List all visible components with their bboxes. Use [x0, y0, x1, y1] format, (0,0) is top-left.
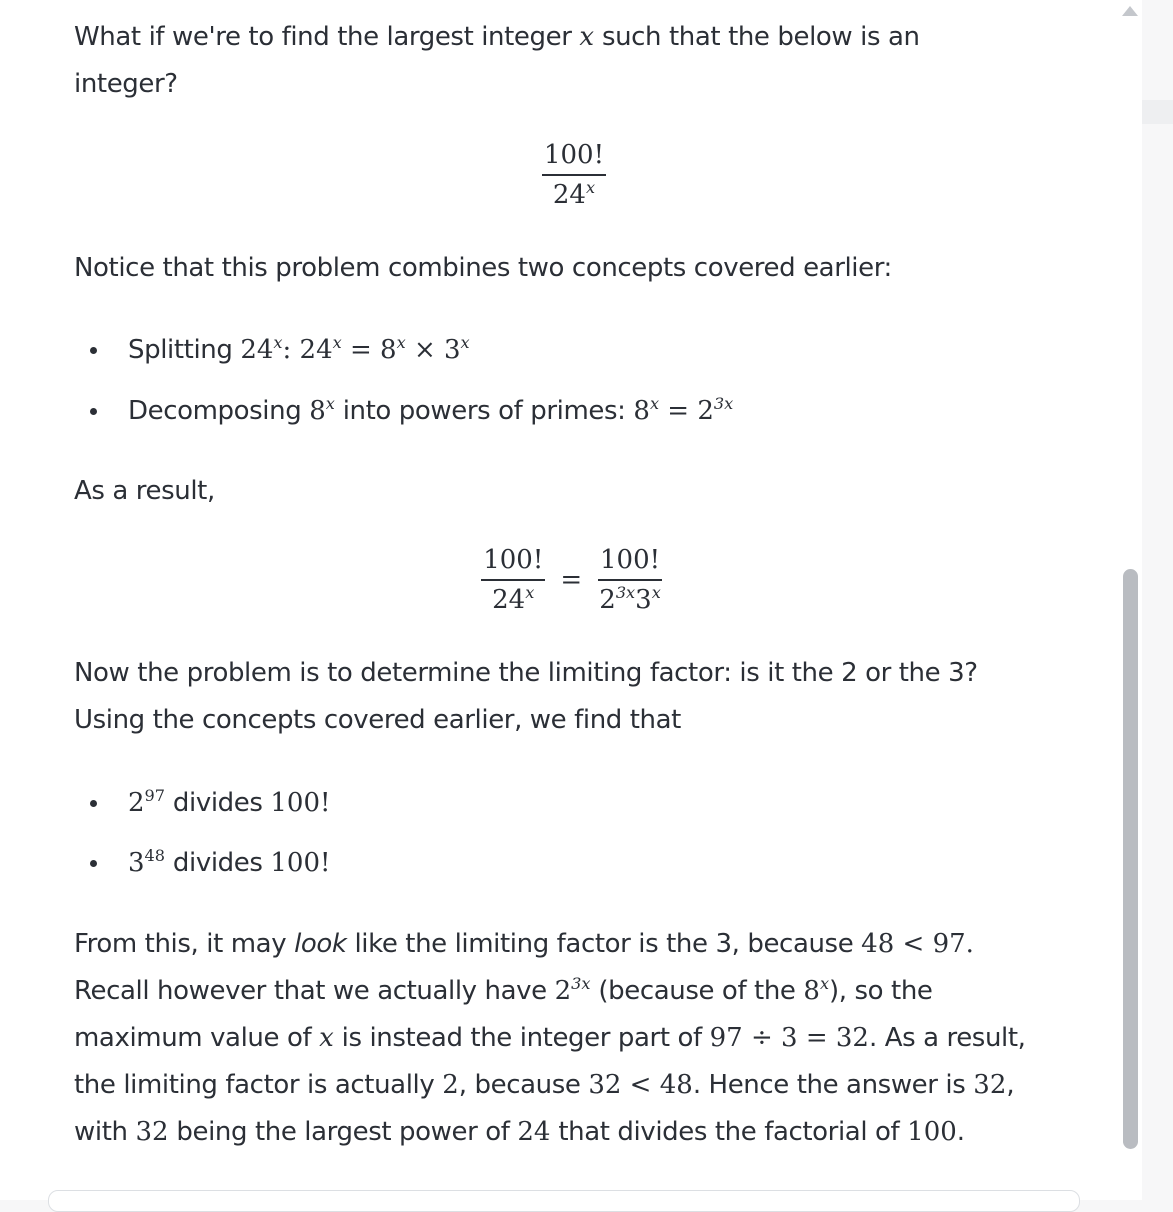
side-panel-edge [1142, 100, 1173, 124]
intro-text: What if we're to find the largest integer x such that the below is an integer? [74, 22, 920, 99]
list-item: Splitting 24$^x$: $24^x = 8^x \times 3^x$ [128, 330, 1068, 370]
notice-text: Notice that this problem combines two concepts covered earlier: [74, 253, 892, 283]
as-result-text: As a result, [74, 476, 215, 506]
chevron-up-icon[interactable] [1122, 6, 1138, 16]
bullet [90, 347, 97, 354]
fraction: $\frac{100!}{24^x}$ [483, 545, 544, 615]
bullet [90, 860, 97, 867]
list-item: Decomposing 8$^x$ into powers of primes: $8^x = 2^{3x}$ [128, 391, 1068, 431]
fraction-equation-1 [74, 140, 1074, 210]
scrollbar-thumb[interactable] [1123, 569, 1138, 1149]
limiting-factor-text: Now the problem is to determine the limiting factor: is it the 2 or the 3? Using the concepts covered earlier, we find that [74, 658, 978, 735]
next-card [48, 1190, 1080, 1212]
fraction: $\frac{100!}{24^x}$ [543, 140, 605, 210]
bullet [90, 408, 97, 415]
conclusion-text: From this, it may look like the limiting factor is the 3, because 48 < 97. Recall however that we actually have $2^{3x}$ (because of the 8$^x$), so the maximum value of x is instead the integer part of 97 ÷ 3 = 32. As a result, the limiting factor is actually 2, because 32 < 48. Hence the answer is 32, with 32 being the largest power of 24 that divides the factorial of 100. [74, 929, 1026, 1147]
bullet [90, 800, 97, 807]
list-item: $2^{97}$ divides 100! [128, 783, 1068, 823]
fraction-equation-2: $\frac{100!}{24^x}$ = $\frac{100!}{2^{3x}3^x}$ [483, 545, 661, 615]
list-item: $3^{48}$ divides 100! [128, 843, 1068, 883]
fraction: $\frac{100!}{2^{3x}3^x}$ [599, 545, 661, 615]
